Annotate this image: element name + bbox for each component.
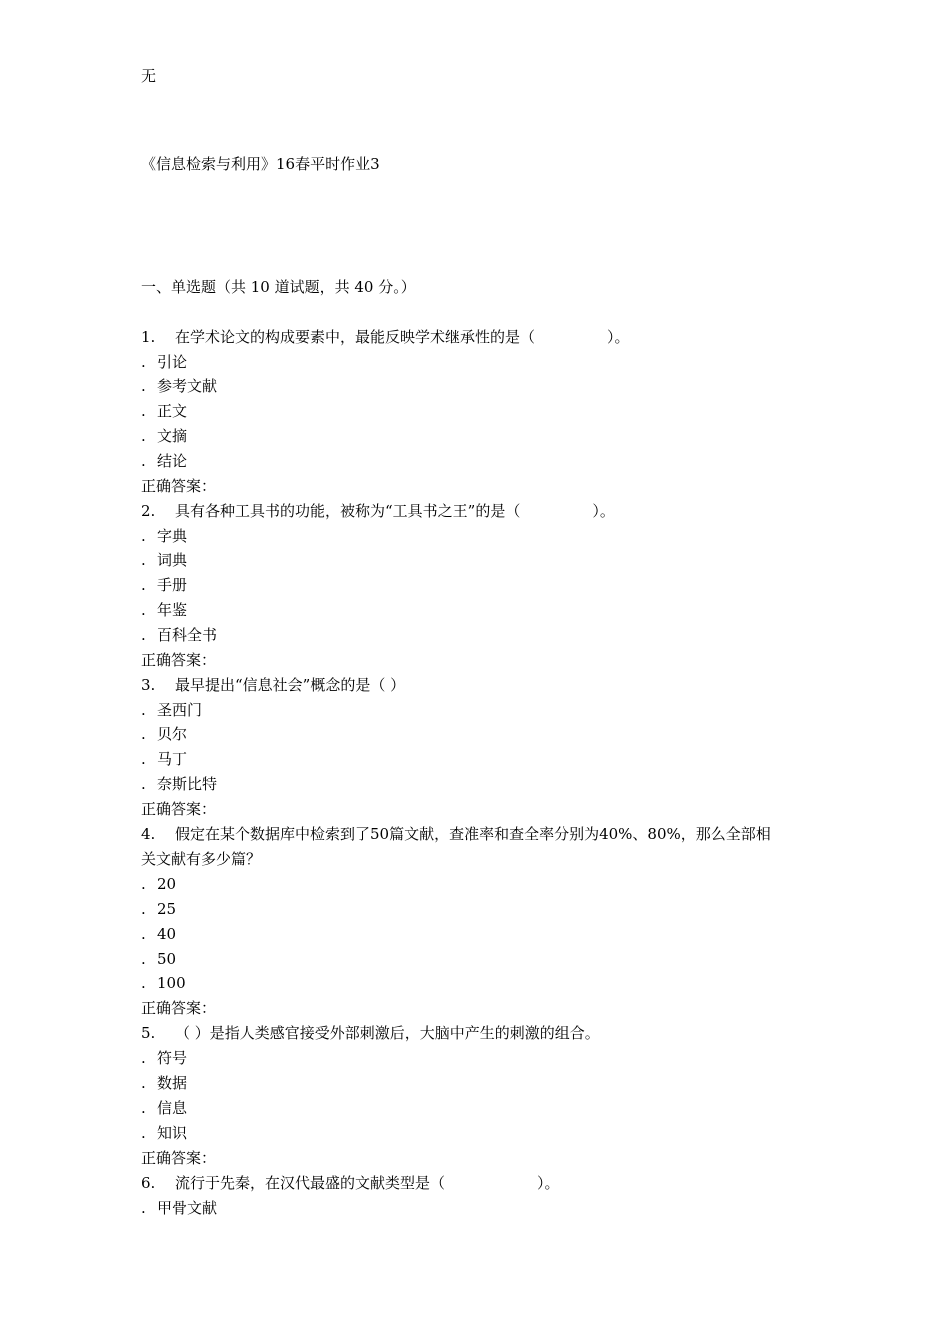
question-text: （ ）是指人类感官接受外部刺激后，大脑中产生的刺激的组合。 <box>175 1024 600 1042</box>
question-3 <box>141 675 405 695</box>
option-4a: . 20 <box>141 875 177 893</box>
question-tail: ）。 <box>607 328 630 346</box>
question-number: 2. <box>141 502 156 520</box>
question-text: 最早提出“信息社会”概念的是（ ） <box>175 676 406 694</box>
option-2a: . 字典 <box>141 527 188 545</box>
answer-1: 正确答案： <box>141 477 217 495</box>
question-4 <box>141 824 771 844</box>
option-3b: . 贝尔 <box>141 725 188 743</box>
option-6a: . 甲骨文献 <box>141 1199 218 1217</box>
question-4-continued: 关文献有多少篇？ <box>141 850 262 868</box>
option-5d: . 知识 <box>141 1124 188 1142</box>
option-4b: . 25 <box>141 900 177 918</box>
question-text: 假定在某个数据库中检索到了50篇文献，查准率和查全率分别为40%、80%，那么全部相 <box>175 825 771 843</box>
option-2c: . 手册 <box>141 576 188 594</box>
question-tail: ）。 <box>592 502 615 520</box>
question-text: 流行于先秦，在汉代最盛的文献类型是（ <box>175 1174 446 1192</box>
option-1b: . 参考文献 <box>141 377 218 395</box>
question-number: 1. <box>141 328 156 346</box>
question-text: 具有各种工具书的功能，被称为“工具书之王”的是（ <box>175 502 521 520</box>
option-1c: . 正文 <box>141 402 188 420</box>
question-tail: ）。 <box>537 1174 560 1192</box>
answer-3: 正确答案： <box>141 800 217 818</box>
document-title: 《信息检索与利用》16春平时作业3 <box>141 155 380 173</box>
option-2b: . 词典 <box>141 551 188 569</box>
answer-4: 正确答案： <box>141 999 217 1017</box>
option-5a: . 符号 <box>141 1049 188 1067</box>
section-title: 一、单选题（共 10 道试题，共 40 分。） <box>141 278 416 296</box>
question-1 <box>141 327 630 347</box>
answer-5: 正确答案： <box>141 1149 217 1167</box>
option-5b: . 数据 <box>141 1074 188 1092</box>
question-text: 在学术论文的构成要素中，最能反映学术继承性的是（ <box>175 328 536 346</box>
option-4e: . 100 <box>141 974 186 992</box>
header-text: 无 <box>141 67 157 85</box>
option-5c: . 信息 <box>141 1099 188 1117</box>
question-6 <box>141 1173 560 1193</box>
option-3d: . 奈斯比特 <box>141 775 218 793</box>
question-2 <box>141 501 615 521</box>
question-number: 5. <box>141 1024 156 1042</box>
option-1a: . 引论 <box>141 353 188 371</box>
option-2e: . 百科全书 <box>141 626 218 644</box>
question-5 <box>141 1023 600 1043</box>
answer-2: 正确答案： <box>141 651 217 669</box>
question-number: 3. <box>141 676 156 694</box>
question-number: 4. <box>141 825 156 843</box>
question-number: 6. <box>141 1174 156 1192</box>
option-1e: . 结论 <box>141 452 188 470</box>
option-1d: . 文摘 <box>141 427 188 445</box>
option-4d: . 50 <box>141 950 177 968</box>
option-3c: . 马丁 <box>141 750 188 768</box>
option-2d: . 年鉴 <box>141 601 188 619</box>
option-3a: . 圣西门 <box>141 701 203 719</box>
option-4c: . 40 <box>141 925 177 943</box>
